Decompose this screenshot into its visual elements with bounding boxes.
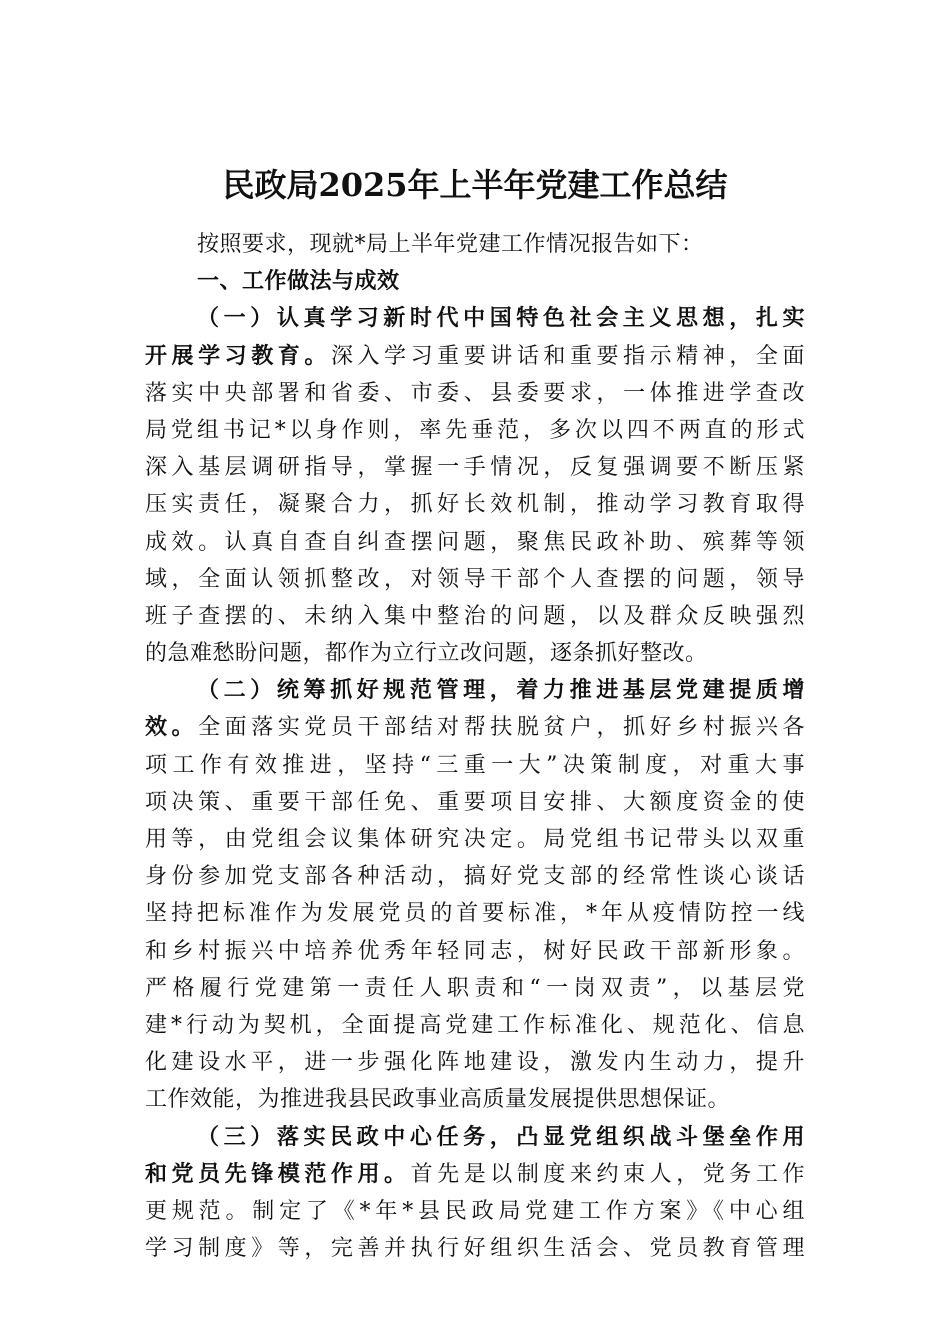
paragraph-3-lead-end: 和党员先锋模范作用。: [145, 1160, 411, 1187]
paragraph-1-lead: （一）认真学习新时代中国特色社会主义思想，扎实: [197, 305, 805, 332]
paragraph-1-line: 域，全面认领抓整改，对领导干部个人查摆的问题，领导: [145, 566, 805, 592]
document-body: [145, 226, 805, 1267]
paragraph-2-line: 和乡村振兴中培养优秀年轻同志，树好民政干部新形象。: [145, 938, 805, 964]
paragraph-1-text: 深入学习重要讲话和重要指示精神，全面: [330, 343, 805, 369]
paragraph-1-line: 成效。认真自查自纠查摆问题，聚焦民政补助、殡葬等领: [145, 529, 805, 555]
paragraph-3-line: 更规范。制定了《*年*县民政局党建工作方案》《中心组: [145, 1198, 805, 1224]
paragraph-1-line: 深入基层调研指导，掌握一手情况，反复强调要不断压紧: [145, 455, 805, 481]
paragraph-2-line: 工作效能，为推进我县民政事业高质量发展提供思想保证。: [145, 1087, 731, 1113]
paragraph-2-line: 项决策、重要干部任免、重要项目安排、大额度资金的使: [145, 789, 805, 815]
paragraph-2-line: 建*行动为契机，全面提高党建工作标准化、规范化、信息: [145, 1012, 805, 1038]
document-title: 民政局2025年上半年党建工作总结: [222, 166, 728, 204]
paragraph-1-line: 的急难愁盼问题，都作为立行立改问题，逐条抓好整改。: [145, 641, 708, 667]
paragraph-2-line: 坚持把标准作为发展党员的首要标准，*年从疫情防控一线: [145, 901, 805, 927]
section-heading: 一、工作做法与成效: [197, 269, 400, 295]
paragraph-2-text: 全面落实党员干部结对帮扶脱贫户，抓好乡村振兴各: [198, 715, 805, 741]
paragraph-2-line: [145, 709, 805, 746]
paragraph-3-line: [145, 1156, 805, 1193]
paragraph-1-lead-end: 开展学习教育。: [145, 342, 331, 369]
paragraph-3-lead: （三）落实民政中心任务，凸显党组织战斗堡垒作用: [197, 1123, 805, 1150]
paragraph-1-line: 落实中央部署和省委、市委、县委要求，一体推进学查改: [145, 380, 805, 406]
paragraph-3-line: 学习制度》等，完善并执行好组织生活会、党员教育管理: [145, 1236, 805, 1262]
paragraph-2-lead-end: 效。: [145, 714, 199, 741]
paragraph-1-line: [145, 338, 805, 375]
paragraph-2-line: 严格履行党建第一责任人职责和“一岗双责”，以基层党: [145, 975, 805, 1001]
paragraph-1-line: 压实责任，凝聚合力，抓好长效机制，推动学习教育取得: [145, 492, 805, 518]
paragraph-2-line: 化建设水平，进一步强化阵地建设，激发内生动力，提升: [145, 1050, 805, 1076]
paragraph-2-line: 项工作有效推进，坚持“三重一大”决策制度，对重大事: [145, 752, 805, 778]
paragraph-1-line: 局党组书记*以身作则，率先垂范，多次以四不两直的形式: [145, 417, 805, 443]
paragraph-2-line: 身份参加党支部各种活动，搞好党支部的经常性谈心谈话: [145, 864, 805, 890]
paragraph-2-line: 用等，由党组会议集体研究决定。局党组书记带头以双重: [145, 827, 805, 852]
intro-paragraph: 按照要求，现就*局上半年党建工作情况报告如下：: [197, 232, 704, 257]
paragraph-1-line: 班子查摆的、未纳入集中整治的问题，以及群众反映强烈: [145, 603, 805, 629]
paragraph-3-text: 首先是以制度来约束人，党务工作: [410, 1161, 805, 1187]
paragraph-2-lead: （二）统筹抓好规范管理，着力推进基层党建提质增: [197, 677, 805, 704]
